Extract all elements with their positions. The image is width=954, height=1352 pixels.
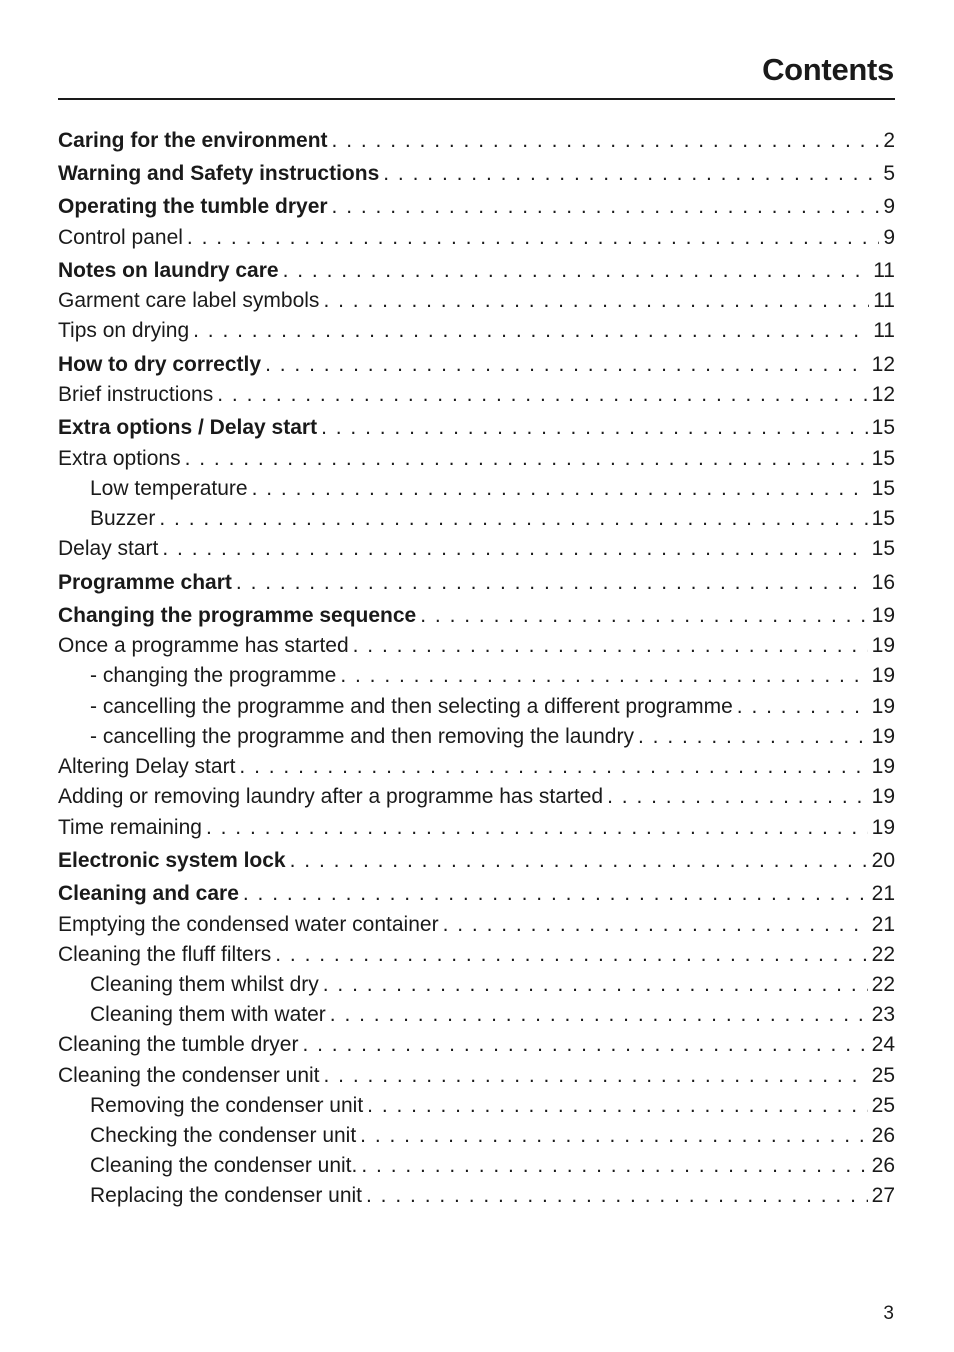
toc-entry-page: 11 — [873, 259, 895, 282]
toc-entry[interactable] — [58, 632, 895, 660]
toc-entry[interactable] — [58, 317, 895, 345]
toc-entry[interactable] — [58, 535, 895, 563]
toc-dot-leader — [367, 1092, 867, 1120]
toc-dot-leader — [217, 381, 867, 409]
toc-entry[interactable] — [58, 1152, 895, 1180]
toc-entry-label: Emptying the condensed water container — [58, 913, 439, 936]
toc-dot-leader — [187, 224, 879, 252]
toc-dot-leader — [443, 911, 868, 939]
toc-entry[interactable] — [58, 505, 895, 533]
toc-entry[interactable] — [58, 723, 895, 751]
toc-entry-page: 25 — [871, 1094, 895, 1117]
toc-dot-leader — [366, 1182, 868, 1210]
toc-dot-leader — [283, 257, 870, 285]
toc-entry-label: Replacing the condenser unit — [90, 1184, 363, 1207]
toc-entry-page: 21 — [871, 913, 895, 936]
toc-entry-label: Brief instructions — [58, 383, 214, 406]
toc-entry-page: 19 — [871, 634, 895, 657]
toc-dot-leader — [330, 1001, 868, 1029]
toc-entry[interactable] — [58, 971, 895, 999]
toc-dot-leader — [193, 317, 869, 345]
toc-entry[interactable] — [58, 753, 895, 781]
toc-entry-label: Adding or removing laundry after a programme has started — [58, 785, 604, 808]
toc-entry[interactable] — [58, 287, 895, 315]
toc-entry-page: 22 — [871, 943, 895, 966]
toc-entry[interactable] — [58, 381, 895, 409]
toc-entry[interactable] — [58, 127, 895, 155]
toc-entry[interactable] — [58, 475, 895, 503]
toc-entry-page: 15 — [871, 507, 895, 530]
toc-entry-page: 19 — [871, 604, 895, 627]
toc-dot-leader — [607, 783, 868, 811]
toc-entry-page: 15 — [871, 447, 895, 470]
toc-entry-label: - cancelling the programme and then removing the laundry — [90, 725, 634, 748]
toc-entry[interactable] — [58, 224, 895, 252]
toc-entry-page: 11 — [873, 289, 895, 312]
toc-entry-page: 15 — [871, 477, 895, 500]
toc-dot-leader — [159, 505, 867, 533]
toc-dot-leader — [737, 693, 868, 721]
toc-entry-label: Once a programme has started — [58, 634, 349, 657]
toc-entry[interactable] — [58, 445, 895, 473]
toc-entry-page: 24 — [871, 1033, 895, 1056]
toc-entry-page: 9 — [883, 226, 895, 249]
toc-dot-leader — [206, 814, 868, 842]
toc-entry-label: Low temperature — [90, 477, 248, 500]
toc-entry-label: Control panel — [58, 226, 183, 249]
toc-entry-label: Time remaining — [58, 816, 202, 839]
toc-dot-leader — [383, 160, 879, 188]
toc-entry[interactable] — [58, 351, 895, 379]
toc-entry-label: Cleaning the condenser unit. — [90, 1154, 358, 1177]
toc-entry[interactable] — [58, 814, 895, 842]
toc-entry[interactable] — [58, 1122, 895, 1150]
toc-entry-label: Delay start — [58, 537, 159, 560]
toc-entry-label: Tips on drying — [58, 319, 190, 342]
toc-entry[interactable] — [58, 662, 895, 690]
toc-entry-label: - cancelling the programme and then selecting a different programme — [90, 695, 733, 718]
toc-dot-leader — [302, 1031, 867, 1059]
toc-entry-label: Cleaning them with water — [90, 1003, 326, 1026]
toc-entry[interactable] — [58, 1031, 895, 1059]
toc-dot-leader — [361, 1152, 867, 1180]
page-title: Contents — [762, 52, 894, 87]
toc-entry-label: Cleaning the condenser unit — [58, 1064, 320, 1087]
toc-entry[interactable] — [58, 160, 895, 188]
toc-entry-page: 21 — [871, 882, 895, 905]
toc-entry-page: 19 — [871, 725, 895, 748]
toc-entry-page: 15 — [871, 537, 895, 560]
toc-dot-leader — [265, 351, 868, 379]
toc-dot-leader — [638, 723, 868, 751]
toc-dot-leader — [252, 475, 868, 503]
toc-entry-page: 27 — [871, 1184, 895, 1207]
toc-dot-leader — [324, 1062, 868, 1090]
toc-entry[interactable] — [58, 602, 895, 630]
toc-dot-leader — [332, 193, 880, 221]
toc-entry-label: Programme chart — [58, 571, 232, 594]
toc-entry-label: Checking the condenser unit — [90, 1124, 357, 1147]
toc-dot-leader — [332, 127, 880, 155]
toc-entry[interactable] — [58, 880, 895, 908]
toc-entry-label: Removing the condenser unit — [90, 1094, 364, 1117]
toc-entry[interactable] — [58, 1182, 895, 1210]
toc-dot-leader — [275, 941, 867, 969]
toc-dot-leader — [420, 602, 867, 630]
toc-entry-page: 20 — [871, 849, 895, 872]
toc-entry-label: How to dry correctly — [58, 353, 262, 376]
toc-entry[interactable] — [58, 941, 895, 969]
toc-entry-page: 2 — [883, 129, 895, 152]
toc-dot-leader — [236, 569, 868, 597]
toc-entry-page: 16 — [871, 571, 895, 594]
page-number: 3 — [883, 1303, 894, 1324]
title-divider — [58, 98, 895, 100]
toc-dot-leader — [321, 414, 868, 442]
toc-entry-label: Extra options / Delay start — [58, 416, 318, 439]
toc-entry-label: Cleaning them whilst dry — [90, 973, 319, 996]
toc-dot-leader — [340, 662, 867, 690]
toc-entry-page: 12 — [871, 353, 895, 376]
toc-entry[interactable] — [58, 693, 895, 721]
toc-entry-label: Extra options — [58, 447, 181, 470]
toc-entry-page: 19 — [871, 664, 895, 687]
toc-entry[interactable] — [58, 1001, 895, 1029]
toc-entry[interactable] — [58, 783, 895, 811]
toc-entry-label: Operating the tumble dryer — [58, 195, 328, 218]
toc-entry-label: Cleaning the fluff filters — [58, 943, 272, 966]
toc-entry-label: Changing the programme sequence — [58, 604, 417, 627]
toc-dot-leader — [243, 880, 868, 908]
toc-entry-page: 12 — [871, 383, 895, 406]
toc-entry-page: 11 — [873, 319, 895, 342]
toc-entry[interactable] — [58, 1092, 895, 1120]
toc-entry-label: Warning and Safety instructions — [58, 162, 380, 185]
toc-entry[interactable] — [58, 911, 895, 939]
toc-entry-label: Notes on laundry care — [58, 259, 279, 282]
toc-entry[interactable] — [58, 414, 895, 442]
toc-entry-page: 15 — [871, 416, 895, 439]
toc-entry[interactable] — [58, 847, 895, 875]
toc-dot-leader — [162, 535, 867, 563]
toc-entry-page: 23 — [871, 1003, 895, 1026]
toc-entry-label: Garment care label symbols — [58, 289, 320, 312]
toc-entry-page: 19 — [871, 785, 895, 808]
toc-entry-label: Cleaning and care — [58, 882, 239, 905]
toc-entry[interactable] — [58, 1062, 895, 1090]
toc-entry[interactable] — [58, 257, 895, 285]
toc-entry-page: 26 — [871, 1154, 895, 1177]
toc-entry-label: Buzzer — [90, 507, 156, 530]
toc-entry[interactable] — [58, 569, 895, 597]
toc-entry-label: Cleaning the tumble dryer — [58, 1033, 299, 1056]
toc-entry-page: 9 — [883, 195, 895, 218]
toc-dot-leader — [323, 287, 869, 315]
toc-entry[interactable] — [58, 193, 895, 221]
toc-dot-leader — [360, 1122, 867, 1150]
toc-entry-label: - changing the programme — [90, 664, 337, 687]
toc-dot-leader — [239, 753, 867, 781]
toc-dot-leader — [290, 847, 868, 875]
toc-entry-label: Electronic system lock — [58, 849, 286, 872]
toc-dot-leader — [353, 632, 868, 660]
toc-entry-page: 19 — [871, 816, 895, 839]
toc-entry-page: 25 — [871, 1064, 895, 1087]
toc-entry-page: 19 — [871, 755, 895, 778]
toc-dot-leader — [323, 971, 868, 999]
toc-entry-page: 5 — [883, 162, 895, 185]
toc-entry-page: 26 — [871, 1124, 895, 1147]
toc-entry-page: 19 — [871, 695, 895, 718]
toc-entry-page: 22 — [871, 973, 895, 996]
toc-entry-label: Altering Delay start — [58, 755, 236, 778]
toc-dot-leader — [185, 445, 868, 473]
toc-entry-label: Caring for the environment — [58, 129, 328, 152]
